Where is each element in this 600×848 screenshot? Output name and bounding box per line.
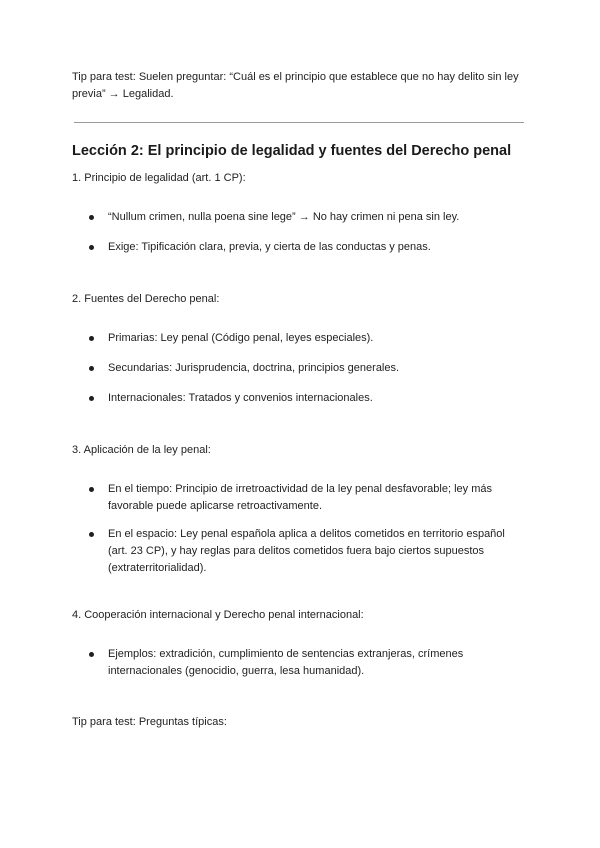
bullet-icon bbox=[89, 215, 94, 220]
section-heading-1: 1. Principio de legalidad (art. 1 CP): bbox=[72, 172, 246, 184]
bullet-icon bbox=[89, 652, 94, 657]
tip-bottom: Tip para test: Preguntas típicas: bbox=[72, 716, 227, 728]
list-item-text: Ejemplos: extradición, cumplimiento de sentencias extranjeras, crímenes internacionales (genocidio, guerra, lesa humanidad). bbox=[108, 648, 464, 677]
bullet-icon bbox=[89, 336, 94, 341]
list-item-text: “Nullum crimen, nulla poena sine lege” → No hay crimen ni pena sin ley. bbox=[108, 211, 460, 223]
list-item-text: Exige: Tipificación clara, previa, y cierta de las conductas y penas. bbox=[108, 241, 431, 253]
section-heading-4: 4. Cooperación internacional y Derecho penal internacional: bbox=[72, 609, 364, 621]
bullet-icon bbox=[89, 245, 94, 250]
list-item-text: En el tiempo: Principio de irretroactividad de la ley penal desfavorable; ley más favorable puede aplicarse retroactivamente. bbox=[108, 483, 492, 512]
bullet-icon bbox=[89, 366, 94, 371]
list-item-text: Secundarias: Jurisprudencia, doctrina, principios generales. bbox=[108, 362, 400, 374]
tip-top: Tip para test: Suelen preguntar: “Cuál es el principio que establece que no hay delito sin ley previa” → Legalidad. bbox=[72, 71, 519, 100]
bullet-icon bbox=[89, 532, 94, 537]
section-heading-2: 2. Fuentes del Derecho penal: bbox=[72, 293, 220, 305]
list-item-text: Primarias: Ley penal (Código penal, leyes especiales). bbox=[108, 332, 374, 344]
bullet-icon bbox=[89, 396, 94, 401]
horizontal-divider bbox=[74, 122, 524, 123]
bullet-icon bbox=[89, 487, 94, 492]
section-heading-3: 3. Aplicación de la ley penal: bbox=[72, 444, 211, 456]
list-item-text: Internacionales: Tratados y convenios internacionales. bbox=[108, 392, 373, 404]
lesson-title: Lección 2: El principio de legalidad y fuentes del Derecho penal bbox=[72, 143, 512, 159]
list-item-text: En el espacio: Ley penal española aplica a delitos cometidos en territorio español (art. 23 CP), y hay reglas para delitos cometidos fuera bajo ciertos supuestos (extraterritorialidad). bbox=[108, 528, 505, 574]
